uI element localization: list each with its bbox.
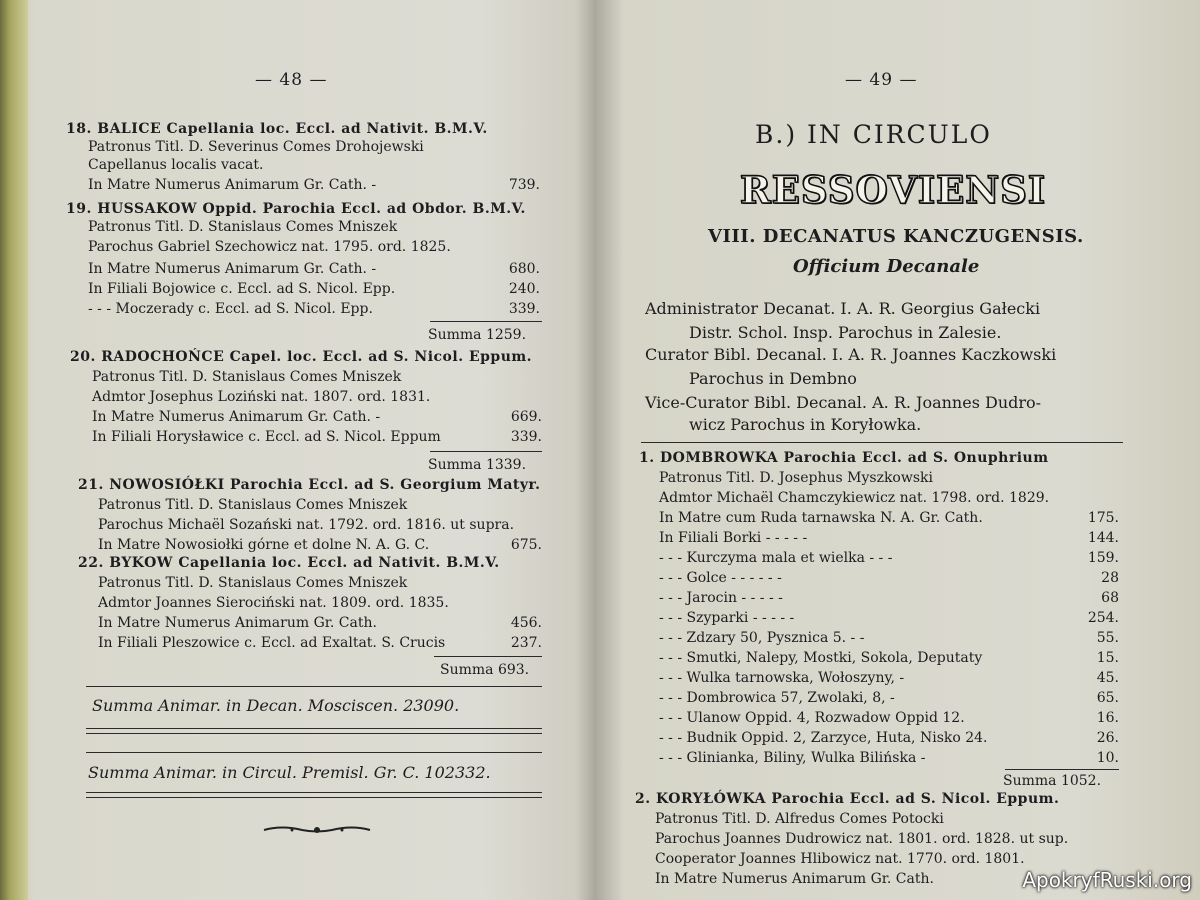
entry-value: 26. [1096,730,1119,746]
entry-line [88,260,540,278]
entry-line [659,689,1119,707]
entry-text: In Filiali Pleszowice c. Eccl. ad Exaltat. S. Crucis [98,635,446,651]
officium-heading: Officium Decanale [793,256,980,277]
entry-line [659,589,1119,607]
entry-text: In Filiali Horysławice c. Eccl. ad S. Nicol. Eppum [92,429,441,445]
entry-value: 254. [1087,610,1119,626]
entry-text: - - - Budnik Oppid. 2, Zarzyce, Huta, Nisko 24. [659,730,988,746]
entry-line: Parochus Gabriel Szechowicz nat. 1795. ord. 1825. [88,239,451,255]
officium-line: wicz Parochus in Koryłowka. [689,415,922,434]
entry-heading: 1. DOMBROWKA Parochia Eccl. ad S. Onuphrium [639,450,1049,466]
decanatus-heading: VIII. DECANATUS KANCZUGENSIS. [708,226,1084,247]
entry-text: - - - Zdzary 50, Pysznica 5. - - [659,630,865,646]
page-number: — 49 — [845,70,918,90]
entry-line: Patronus Titl. D. Josephus Myszkowski [659,470,933,486]
circle-title: RESSOVIENSI [740,168,1047,212]
entry-value: 16. [1096,710,1119,726]
entry-line [98,536,542,554]
entry-value: 55. [1096,630,1119,646]
entry-text: - - - Glinianka, Biliny, Wulka Bilińska - [659,750,926,766]
left-page [30,0,590,900]
entry-value: 175. [1087,510,1119,526]
entry-text: - - - Dombrowica 57, Zwolaki, 8, - [659,690,895,706]
entry-value: 159. [1087,550,1119,566]
ornament-icon [262,824,372,836]
officium-line: Administrator Decanat. I. A. R. Georgius Gałecki [645,299,1041,318]
section-heading: B.) IN CIRCULO [755,120,992,149]
entry-line: Patronus Titl. D. Alfredus Comes Potocki [655,811,944,827]
entry-value: 456. [510,615,542,631]
entry-line [659,549,1119,567]
summa-decanatus: Summa Animar. in Decan. Mosciscen. 23090. [92,696,460,715]
entry-value: 10. [1096,750,1119,766]
entry-line: Capellanus localis vacat. [88,157,264,173]
double-rule [86,752,542,753]
double-rule [86,728,542,729]
entry-line [659,509,1119,527]
entry-line: In Matre Numerus Animarum Gr. Cath. [655,871,934,887]
entry-line [92,428,542,446]
entry-heading: 22. BYKOW Capellania loc. Eccl. ad Nativit. B.M.V. [78,555,500,571]
entry-line: Parochus Michaël Sozański nat. 1792. ord. 1816. ut supra. [98,517,515,533]
entry-value: 45. [1096,670,1119,686]
entry-line [98,614,542,632]
entry-text: In Matre Numerus Animarum Gr. Cath. [98,615,377,631]
entry-text: In Filiali Borki - - - - - [659,530,808,546]
entry-value: 339. [508,301,540,317]
watermark: ApokryfRuski.org [1022,868,1192,892]
entry-value: 339. [510,429,542,445]
entry-line: Patronus Titl. D. Stanislaus Comes Mniszek [98,575,408,591]
book-edge [0,0,28,900]
sum-line: Summa 693. [440,662,530,678]
entry-text: - - - Moczerady c. Eccl. ad S. Nicol. Epp. [88,301,373,317]
sum-line: Summa 1339. [428,457,527,473]
officium-line: Distr. Schol. Insp. Parochus in Zalesie. [689,323,1002,342]
entry-line [98,634,542,652]
entry-text: - - - Golce - - - - - - [659,570,782,586]
entry-value: 144. [1087,530,1119,546]
entry-line: Patronus Titl. D. Stanislaus Comes Mniszek [88,219,398,235]
entry-text: In Matre Numerus Animarum Gr. Cath. - [88,261,377,277]
entry-line: Admtor Michaël Chamczykiewicz nat. 1798. ord. 1829. [659,490,1050,506]
entry-line [92,408,542,426]
sum-line: Summa 1052. [1003,773,1102,789]
sum-rule [1005,769,1119,770]
entry-text: In Matre cum Ruda tarnawska N. A. Gr. Cath. [659,510,983,526]
sum-rule [430,451,542,452]
entry-text: - - - Ulanow Oppid. 4, Rozwadow Oppid 12. [659,710,965,726]
entry-heading: 21. NOWOSIÓŁKI Parochia Eccl. ad S. Georgium Matyr. [78,477,541,493]
entry-line [659,529,1119,547]
entry-text: In Matre Nowosiołki górne et dolne N. A. G. C. [98,537,430,553]
officium-line: Vice-Curator Bibl. Decanal. A. R. Joannes Dudro- [645,393,1042,412]
page-number: — 48 — [255,70,328,90]
entry-line [659,569,1119,587]
sum-rule [430,321,542,322]
sum-rule [434,656,542,657]
entry-line: Patronus Titl. D. Severinus Comes Drohojewski [88,139,424,155]
entry-text: - - - Jarocin - - - - - [659,590,783,606]
entry-heading: 19. HUSSAKOW Oppid. Parochia Eccl. ad Obdor. B.M.V. [66,201,526,217]
entry-text: In Filiali Bojowice c. Eccl. ad S. Nicol. Epp. [88,281,396,297]
entry-value: 65. [1096,690,1119,706]
entry-line: Cooperator Joannes Hlibowicz nat. 1770. ord. 1801. [655,851,1025,867]
entry-text: - - - Wulka tarnowska, Wołoszyny, - [659,670,905,686]
entry-value: 237. [510,635,542,651]
entry-line [88,176,540,194]
sum-line: Summa 1259. [428,327,527,343]
double-rule [86,792,542,793]
entry-line [659,709,1119,727]
entry-line [659,629,1119,647]
entry-text: In Matre Numerus Animarum Gr. Cath. - [92,409,381,425]
double-rule [86,733,542,734]
entry-line [88,300,540,318]
entry-value: 28 [1101,570,1119,586]
entry-value: 68 [1101,590,1119,606]
entry-line [659,609,1119,627]
entry-heading: 2. KORYŁÓWKA Parochia Eccl. ad S. Nicol. Eppum. [635,791,1060,807]
double-rule [86,797,542,798]
entry-line: Patronus Titl. D. Stanislaus Comes Mniszek [92,369,402,385]
officium-line: Parochus in Dembno [689,369,857,388]
double-rule [86,686,542,687]
entry-line: Patronus Titl. D. Stanislaus Comes Mniszek [98,497,408,513]
entry-value: 680. [508,261,540,277]
entry-heading: 18. BALICE Capellania loc. Eccl. ad Nativit. B.M.V. [66,121,488,137]
entry-line: Admtor Joannes Sierociński nat. 1809. ord. 1835. [98,595,449,611]
entry-line: Admtor Josephus Loziński nat. 1807. ord. 1831. [92,389,431,405]
entry-text: - - - Smutki, Nalepy, Mostki, Sokola, Deputaty [659,650,983,666]
entry-text: In Matre Numerus Animarum Gr. Cath. - [88,177,377,193]
officium-line: Curator Bibl. Decanal. I. A. R. Joannes Kaczkowski [645,345,1057,364]
entry-line: Parochus Joannes Dudrowicz nat. 1801. ord. 1828. ut sup. [655,831,1069,847]
entry-line [659,729,1119,747]
entry-text: - - - Kurczyma mala et wielka - - - [659,550,893,566]
entry-value: 675. [510,537,542,553]
summa-circuli: Summa Animar. in Circul. Premisl. Gr. C. 102332. [88,763,491,782]
entry-line [659,749,1119,767]
entry-line [88,280,540,298]
entry-value: 669. [510,409,542,425]
entry-line [659,649,1119,667]
section-rule [641,442,1123,443]
entry-value: 739. [508,177,540,193]
entry-value: 240. [508,281,540,297]
entry-heading: 20. RADOCHOŃCE Capel. loc. Eccl. ad S. Nicol. Eppum. [70,349,533,365]
entry-value: 15. [1096,650,1119,666]
entry-line [659,669,1119,687]
right-page [605,0,1165,900]
entry-text: - - - Szyparki - - - - - [659,610,795,626]
